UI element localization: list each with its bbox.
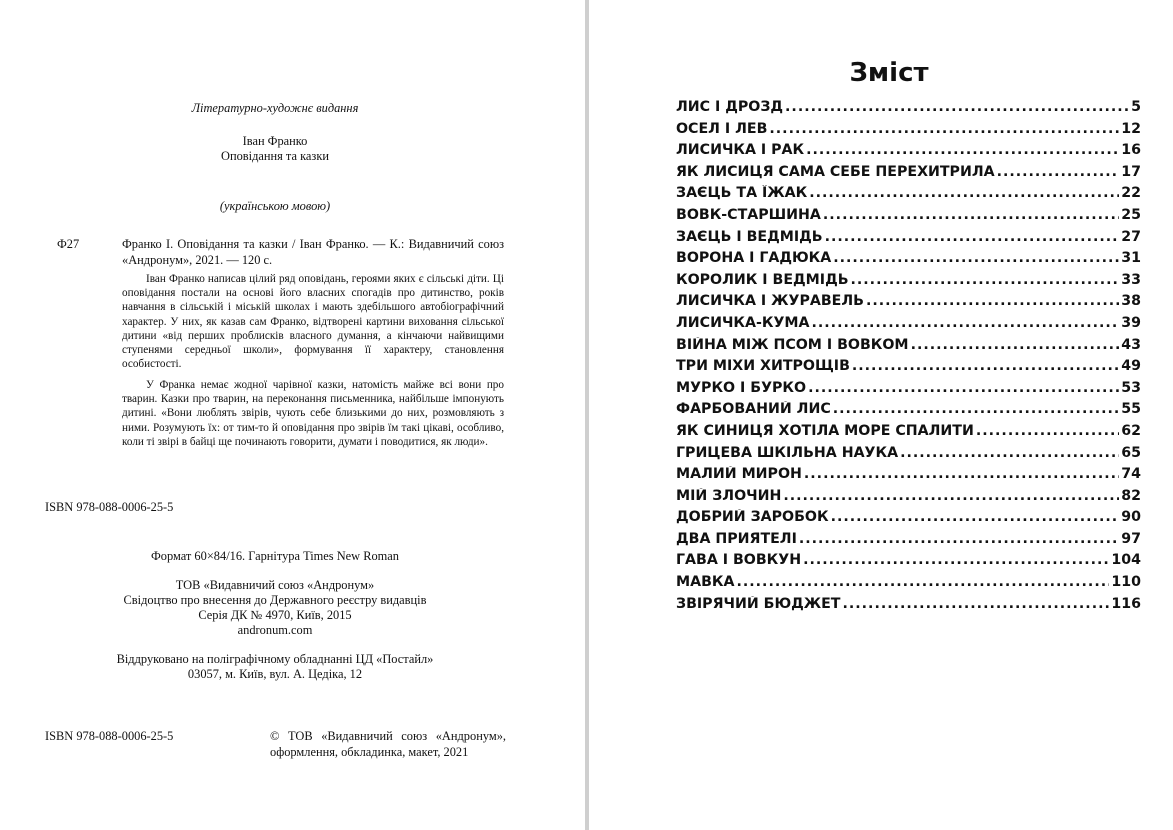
toc-entry-page: 104 — [1111, 552, 1141, 569]
toc-dot-leader — [799, 531, 1119, 547]
toc-entry-page: 82 — [1121, 487, 1141, 504]
toc-entry[interactable] — [676, 121, 1141, 143]
toc-entry[interactable] — [676, 315, 1141, 337]
catalog-description: Франко І. Оповідання та казки / Іван Франко. — К.: Видавничий союз «Андронум», 2021. — 120 с. — [122, 237, 504, 267]
toc-entry-title: ДВА ПРИЯТЕЛІ — [676, 530, 797, 547]
imprint-page — [0, 0, 585, 830]
toc-entry-title: ЗВІРЯЧИЙ БЮДЖЕТ — [676, 595, 841, 612]
toc-entry-page: 49 — [1121, 358, 1141, 375]
toc-dot-leader — [737, 574, 1110, 590]
toc-entry-title: МАЛИЙ МИРОН — [676, 466, 802, 483]
toc-entry-title: ЛИСИЧКА І ЖУРАВЕЛЬ — [676, 293, 864, 310]
publisher-name: ТОВ «Видавничий союз «Андронум» — [175, 578, 375, 592]
toc-dot-leader — [900, 445, 1119, 461]
toc-entry-title: ЛИСИЧКА І РАК — [676, 142, 805, 159]
toc-entry-page: 38 — [1121, 293, 1141, 310]
format-line: Формат 60×84/16. Гарнітура Times New Roman — [150, 549, 400, 563]
toc-entry[interactable] — [676, 574, 1141, 596]
toc-entry[interactable] — [676, 401, 1141, 423]
toc-dot-leader — [783, 488, 1119, 504]
edition-type: Літературно-художнє видання — [191, 101, 359, 115]
toc-dot-leader — [804, 466, 1119, 482]
toc-entry-page: 55 — [1121, 401, 1141, 418]
publisher-series: Серія ДК № 4970, Київ, 2015 — [198, 608, 352, 622]
toc-entry-title: ЯК СИНИЦЯ ХОТІЛА МОРЕ СПАЛИТИ — [676, 422, 974, 439]
toc-entry[interactable] — [676, 466, 1141, 488]
book-author: Іван Франко — [242, 134, 308, 148]
toc-dot-leader — [831, 509, 1120, 525]
toc-entry-page: 97 — [1121, 530, 1141, 547]
toc-entry[interactable] — [676, 207, 1141, 229]
toc-entry-title: ГРИЦЕВА ШКІЛЬНА НАУКА — [676, 444, 899, 461]
toc-entry-page: 39 — [1121, 314, 1141, 331]
toc-entry[interactable] — [676, 337, 1141, 359]
toc-entry-title: ФАРБОВАНИЙ ЛИС — [676, 401, 831, 418]
toc-dot-leader — [997, 164, 1120, 180]
toc-entry[interactable] — [676, 358, 1141, 380]
toc-entry-title: ВІЙНА МІЖ ПСОМ І ВОВКОМ — [676, 336, 909, 353]
copyright-note: © ТОВ «Видавничий союз «Андронум», оформлення, обкладинка, макет, 2021 — [270, 729, 506, 759]
language-note: (українською мовою) — [219, 199, 331, 213]
toc-dot-leader — [976, 423, 1119, 439]
toc-entry-page: 22 — [1121, 185, 1141, 202]
toc-entry-page: 12 — [1121, 120, 1141, 137]
toc-dot-leader — [866, 293, 1119, 309]
toc-dot-leader — [843, 596, 1110, 612]
toc-dot-leader — [769, 121, 1119, 137]
toc-entry-page: 33 — [1121, 271, 1141, 288]
publisher-certificate: Свідоцтво про внесення до Державного реєстру видавців — [123, 593, 427, 607]
catalog-code: Ф27 — [57, 237, 80, 251]
toc-entry-page: 25 — [1121, 206, 1141, 223]
toc-entry-title: МІЙ ЗЛОЧИН — [676, 487, 782, 504]
annotation-paragraph-1: Іван Франко написав цілий ряд оповідань, героями яких є сільські діти. Ці оповідання постали на основі його власних спогадів про дитинство, років навчання в сільській і міській школах і мають здебільшого автобіографічний характер. У них, як казав сам Франко, відтворені картини виховання сільської дитини «від перших проблисків власного думання, а кінчаючи найвищими ступенями середньої школи», формування її характеру, становлення особистості. — [122, 273, 504, 371]
contents-title: Зміст — [849, 58, 929, 88]
toc-entry-title: ЛИСИЧКА-КУМА — [676, 314, 810, 331]
toc-entry[interactable] — [676, 229, 1141, 251]
toc-entry-page: 16 — [1121, 142, 1141, 159]
toc-entry[interactable] — [676, 488, 1141, 510]
toc-entry-page: 65 — [1121, 444, 1141, 461]
book-title: Оповідання та казки — [221, 149, 329, 163]
toc-dot-leader — [806, 142, 1119, 158]
contents-list — [676, 99, 1141, 617]
toc-entry[interactable] — [676, 272, 1141, 294]
toc-dot-leader — [825, 229, 1120, 245]
toc-dot-leader — [803, 552, 1109, 568]
toc-dot-leader — [809, 185, 1119, 201]
toc-dot-leader — [852, 358, 1119, 374]
toc-entry-page: 53 — [1121, 379, 1141, 396]
toc-entry-title: ГАВА І ВОВКУН — [676, 552, 802, 569]
toc-entry[interactable] — [676, 293, 1141, 315]
printer-block — [0, 652, 550, 682]
toc-entry-title: ЯК ЛИСИЦЯ САМА СЕБЕ ПЕРЕХИТРИЛА — [676, 163, 995, 180]
toc-entry-page: 62 — [1121, 422, 1141, 439]
toc-entry-page: 43 — [1121, 336, 1141, 353]
toc-entry[interactable] — [676, 380, 1141, 402]
toc-dot-leader — [823, 207, 1119, 223]
toc-entry-page: 74 — [1121, 466, 1141, 483]
toc-entry-title: МАВКА — [676, 574, 735, 591]
toc-entry[interactable] — [676, 250, 1141, 272]
toc-entry-title: ЛИС І ДРОЗД — [676, 99, 784, 115]
toc-dot-leader — [833, 401, 1120, 417]
toc-entry-title: ДОБРИЙ ЗАРОБОК — [676, 509, 829, 526]
toc-entry-page: 110 — [1111, 574, 1141, 591]
toc-entry-title: ВОВК-СТАРШИНА — [676, 206, 821, 223]
toc-dot-leader — [833, 250, 1119, 266]
publisher-website: andronum.com — [237, 623, 313, 637]
toc-dot-leader — [851, 272, 1120, 288]
toc-dot-leader — [812, 315, 1120, 331]
toc-entry-page: 90 — [1121, 509, 1141, 526]
toc-entry-title: МУРКО І БУРКО — [676, 379, 807, 396]
toc-entry[interactable] — [676, 99, 1141, 121]
toc-entry-page: 27 — [1121, 228, 1141, 245]
toc-entry[interactable] — [676, 509, 1141, 531]
annotation-paragraph-2: У Франка немає жодної чарівної казки, натомість майже всі вони про тварин. Казки про тварин, на переконання письменника, найбільше імпонують дитині. «Вони люблять звірів, чують себе близькими до них, розмовляють з ними. Розумують їх: от тим-то й оповідання про звірів їм такі цікаві, особливо, коли ті звірі в байці ще починають говорити, думати і поводитися, як люди». — [122, 379, 504, 448]
printer-name: Віддруковано на поліграфічному обладнанні ЦД «Постайл» — [116, 652, 434, 666]
isbn-bottom: ISBN 978-088-0006-25-5 — [45, 729, 174, 743]
toc-entry-title: КОРОЛИК І ВЕДМІДЬ — [676, 271, 849, 288]
toc-entry-page: 17 — [1121, 163, 1141, 180]
toc-entry-title: ЗАЄЦЬ І ВЕДМІДЬ — [676, 228, 823, 245]
isbn-top: ISBN 978-088-0006-25-5 — [45, 500, 174, 514]
toc-dot-leader — [911, 337, 1120, 353]
toc-entry-title: ВОРОНА І ГАДЮКА — [676, 250, 832, 267]
printer-address: 03057, м. Київ, вул. А. Цедіка, 12 — [187, 667, 363, 681]
toc-entry[interactable] — [676, 164, 1141, 186]
toc-entry[interactable] — [676, 185, 1141, 207]
book-author-title — [0, 134, 550, 164]
toc-entry-title: ОСЕЛ І ЛЕВ — [676, 120, 768, 137]
contents-page — [589, 0, 1173, 830]
toc-dot-leader — [785, 99, 1129, 115]
toc-entry[interactable] — [676, 552, 1141, 574]
toc-entry[interactable] — [676, 142, 1141, 164]
toc-entry-page: 116 — [1111, 595, 1141, 612]
toc-entry[interactable] — [676, 531, 1141, 553]
toc-entry-title: ЗАЄЦЬ ТА ЇЖАК — [676, 185, 808, 202]
publisher-block — [0, 578, 550, 638]
toc-entry-page: 5 — [1131, 99, 1141, 115]
toc-entry[interactable] — [676, 445, 1141, 467]
toc-entry[interactable] — [676, 423, 1141, 445]
toc-entry-page: 31 — [1121, 250, 1141, 267]
toc-dot-leader — [808, 380, 1119, 396]
toc-entry-title: ТРИ МІХИ ХИТРОЩІВ — [676, 358, 850, 375]
toc-entry[interactable] — [676, 596, 1141, 618]
